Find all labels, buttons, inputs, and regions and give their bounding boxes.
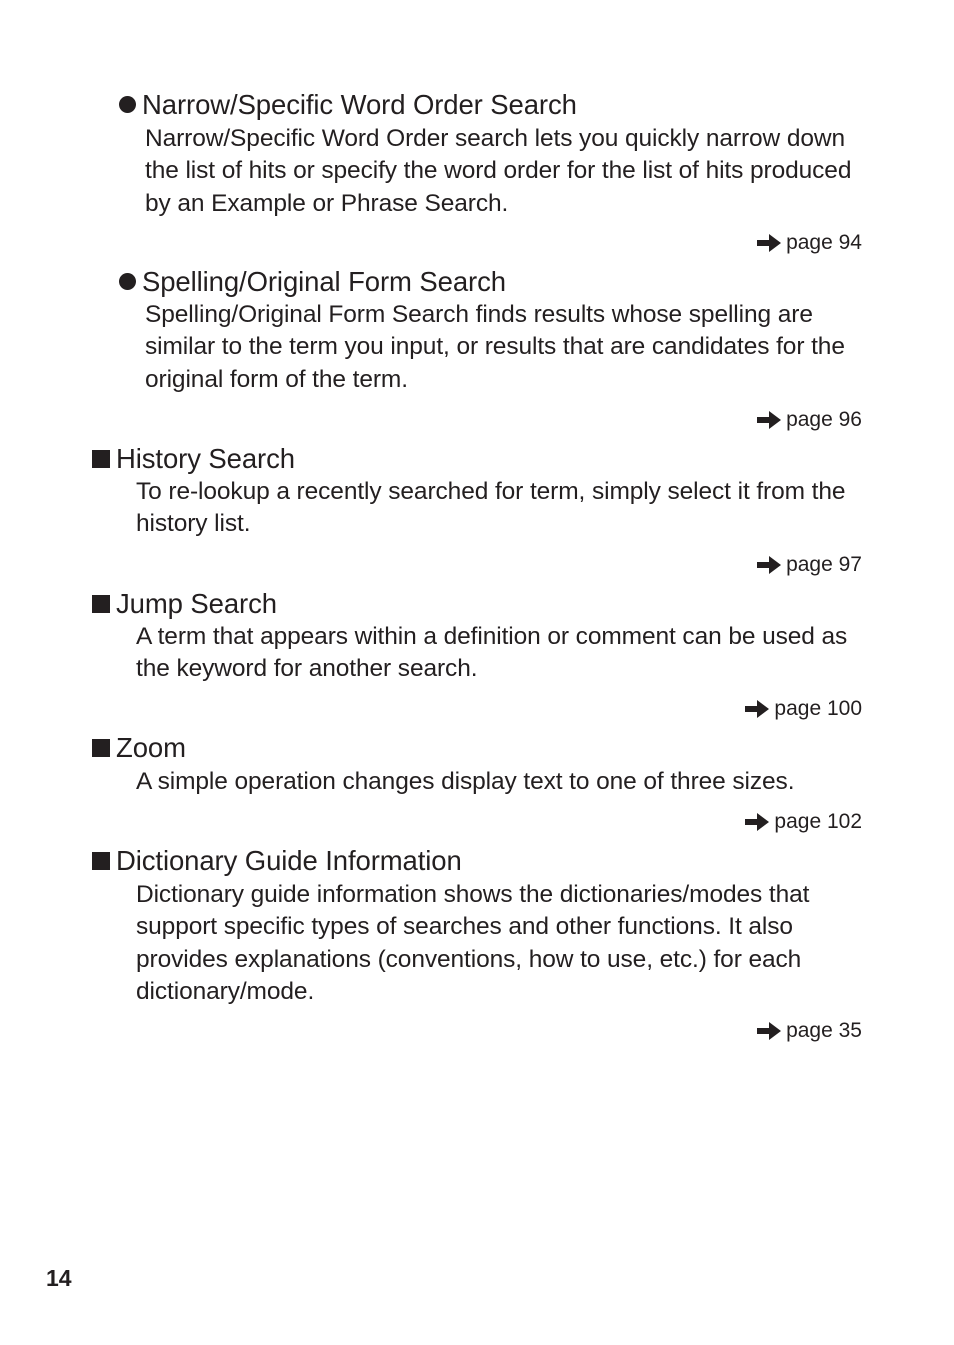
section-heading-history-search: History Search	[92, 442, 295, 476]
filled-square-icon	[92, 852, 110, 870]
right-arrow-icon	[755, 232, 783, 254]
section-body-dictionary-guide: Dictionary guide information shows the dictionaries/modes that support specific types of searches and other functions. It also provides explanations (conventions, how to use, etc.) for each dictionary/mode.	[136, 881, 810, 1005]
filled-circle-icon	[119, 96, 136, 113]
page-reference[interactable]: page 96	[755, 407, 862, 433]
filled-square-icon	[92, 595, 110, 613]
page-reference[interactable]: page 100	[743, 696, 862, 722]
section-body-zoom: A simple operation changes display text to one of three sizes.	[136, 768, 795, 795]
filled-square-icon	[92, 739, 110, 757]
section-heading-zoom: Zoom	[92, 731, 186, 765]
filled-square-icon	[92, 450, 110, 468]
section-heading-spelling-search: Spelling/Original Form Search	[119, 265, 506, 299]
page-reference[interactable]: page 94	[755, 230, 862, 256]
filled-circle-icon	[119, 273, 136, 290]
section-body-spelling-search: Spelling/Original Form Search finds results whose spelling are similar to the term you input, or results that are candidates for the original form of the term.	[145, 301, 845, 393]
right-arrow-icon	[743, 698, 771, 720]
section-heading-jump-search: Jump Search	[92, 587, 277, 621]
page-reference[interactable]: page 35	[755, 1018, 862, 1044]
right-arrow-icon	[755, 409, 783, 431]
page-reference[interactable]: page 97	[755, 552, 862, 578]
right-arrow-icon	[743, 811, 771, 833]
section-body-narrow-search: Narrow/Specific Word Order search lets you quickly narrow down the list of hits or specify the word order for the list of hits produced by an Example or Phrase Search.	[145, 125, 852, 217]
section-body-history-search: To re-lookup a recently searched for term, simply select it from the history list.	[136, 478, 846, 538]
page-number: 14	[46, 1265, 72, 1291]
right-arrow-icon	[755, 1020, 783, 1042]
section-heading-narrow-search: Narrow/Specific Word Order Search	[119, 88, 577, 122]
section-heading-dictionary-guide: Dictionary Guide Information	[92, 844, 462, 878]
right-arrow-icon	[755, 554, 783, 576]
section-body-jump-search: A term that appears within a definition or comment can be used as the keyword for another search.	[136, 623, 848, 683]
page-reference[interactable]: page 102	[743, 809, 862, 835]
